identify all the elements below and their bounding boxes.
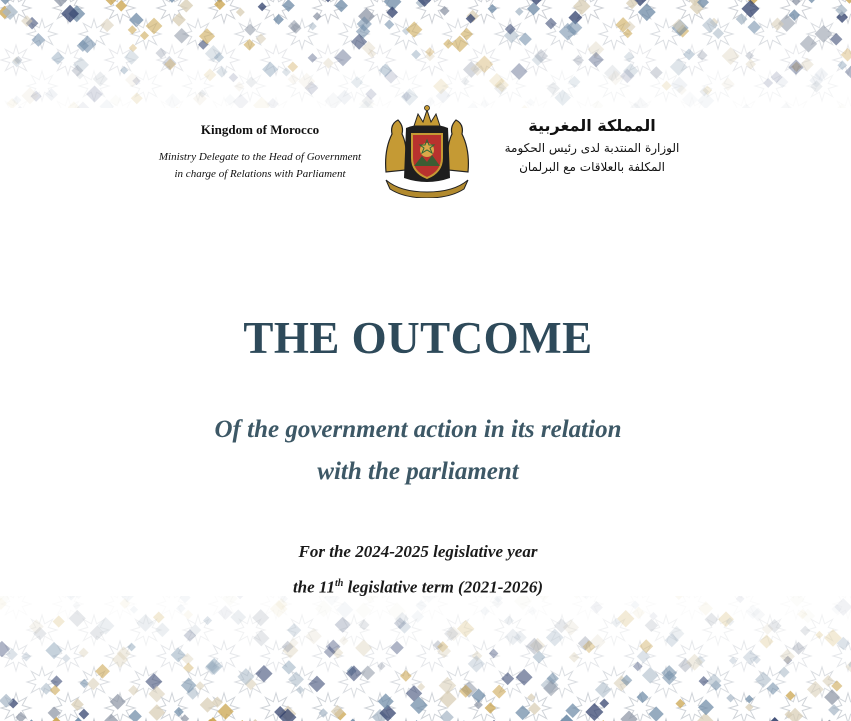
zellige-tile xyxy=(745,59,756,70)
zellige-tile xyxy=(755,671,771,687)
zellige-tile xyxy=(637,650,651,664)
zellige-tile xyxy=(633,661,643,671)
zellige-tile xyxy=(179,0,193,13)
zellige-tile xyxy=(569,652,580,663)
zellige-tile xyxy=(440,6,450,16)
legislative-year: For the 2024-2025 legislative year xyxy=(298,542,538,561)
zellige-tile xyxy=(599,699,609,709)
bottom-zellige-pattern xyxy=(0,596,851,721)
zellige-tile xyxy=(155,623,170,638)
zellige-tile xyxy=(229,73,238,82)
legislative-period xyxy=(0,536,836,604)
document-title: THE OUTCOME xyxy=(243,313,593,363)
zellige-star xyxy=(105,596,135,619)
zellige-tile xyxy=(110,694,126,710)
ministry-name-en-line2: in charge of Relations with Parliament xyxy=(174,168,346,180)
zellige-tile xyxy=(125,73,140,88)
zellige-tile xyxy=(568,76,580,88)
zellige-tile xyxy=(440,710,454,721)
zellige-tile xyxy=(780,649,795,664)
zellige-tile xyxy=(336,601,353,618)
zellige-tile xyxy=(595,682,611,698)
zellige-tile xyxy=(288,74,299,85)
zellige-tile xyxy=(492,685,506,699)
zellige-tile xyxy=(288,671,304,687)
document-subtitle xyxy=(0,409,836,493)
zellige-tile xyxy=(480,606,490,616)
zellige-tile xyxy=(828,704,840,716)
zellige-tile xyxy=(52,0,69,7)
zellige-star xyxy=(417,45,447,75)
zellige-tile xyxy=(62,654,71,663)
zellige-tile xyxy=(360,665,375,680)
zellige-tile xyxy=(95,664,110,679)
zellige-tile xyxy=(45,642,62,659)
moroccan-coat-of-arms-icon xyxy=(380,100,474,198)
zellige-tile xyxy=(675,699,685,709)
zellige-tile xyxy=(53,615,65,627)
top-zellige-pattern xyxy=(0,0,851,108)
zellige-tile xyxy=(45,88,58,101)
zellige-tile xyxy=(639,639,653,653)
zellige-tile xyxy=(787,708,803,721)
zellige-tile xyxy=(183,610,193,620)
zellige-tile xyxy=(792,642,805,655)
zellige-tile xyxy=(335,617,351,633)
zellige-tile xyxy=(779,667,790,678)
subtitle-line-2: with the parliament xyxy=(317,458,519,485)
zellige-tile xyxy=(258,2,267,11)
zellige-tile xyxy=(400,670,412,682)
legislative-term-ordinal: th xyxy=(334,578,344,589)
kingdom-name-en: Kingdom of Morocco xyxy=(200,122,320,137)
zellige-tile xyxy=(384,20,394,30)
zellige-tile xyxy=(516,669,533,686)
zellige-tile xyxy=(741,0,759,18)
zellige-tile xyxy=(805,0,817,3)
zellige-tile xyxy=(411,50,421,60)
zellige-tile xyxy=(195,681,204,690)
zellige-tile xyxy=(638,3,656,21)
zellige-tile xyxy=(790,596,805,607)
zellige-tile xyxy=(51,675,63,687)
zellige-tile xyxy=(155,48,166,59)
zellige-tile xyxy=(670,58,688,76)
zellige-tile xyxy=(649,612,658,621)
zellige-tile xyxy=(585,703,603,721)
zellige-tile xyxy=(79,648,89,658)
zellige-tile xyxy=(146,18,163,35)
zellige-tile xyxy=(358,619,369,630)
zellige-tile xyxy=(306,628,322,644)
letterhead-english xyxy=(140,122,380,183)
zellige-tile xyxy=(203,616,212,625)
zellige-tile xyxy=(140,31,149,40)
zellige-tile xyxy=(355,639,372,656)
zellige-tile xyxy=(406,21,422,37)
zellige-tile xyxy=(468,655,485,672)
zellige-tile xyxy=(40,683,52,695)
zellige-tile xyxy=(324,92,342,108)
zellige-tile xyxy=(165,93,181,108)
zellige-tile xyxy=(554,89,570,105)
zellige-tile xyxy=(699,676,709,686)
zellige-tile xyxy=(174,28,190,44)
zellige-tile xyxy=(763,78,773,88)
zellige-tile xyxy=(726,694,735,703)
zellige-tile xyxy=(480,99,489,108)
zellige-tile xyxy=(351,76,363,88)
zellige-tile xyxy=(180,714,189,721)
legislative-term-prefix: the 11 xyxy=(292,577,335,597)
zellige-tile xyxy=(287,623,301,637)
zellige-tile xyxy=(120,66,128,74)
zellige-tile xyxy=(174,707,184,717)
zellige-tile xyxy=(637,691,649,703)
zellige-tile xyxy=(592,100,603,108)
zellige-tile xyxy=(528,702,541,715)
zellige-tile xyxy=(788,59,804,75)
legislative-term-suffix: legislative term (2021-2026) xyxy=(343,577,544,597)
zellige-tile xyxy=(131,92,143,104)
zellige-tile xyxy=(800,626,810,636)
zellige-tile xyxy=(129,710,142,721)
zellige-tile xyxy=(515,705,530,720)
zellige-tile xyxy=(632,606,645,619)
zellige-tile xyxy=(128,685,139,696)
zellige-tile xyxy=(346,665,362,681)
zellige-tile xyxy=(137,614,155,632)
zellige-tile xyxy=(386,7,398,19)
kingdom-name-ar: المملكة المغربية xyxy=(528,116,656,135)
zellige-tile xyxy=(642,667,659,684)
zellige-tile xyxy=(244,24,256,36)
zellige-tile xyxy=(145,673,162,690)
zellige-tile xyxy=(573,55,584,66)
zellige-tile xyxy=(617,610,634,627)
zellige-tile xyxy=(439,690,457,708)
zellige-tile xyxy=(488,4,497,13)
zellige-tile xyxy=(200,697,215,712)
zellige-tile xyxy=(545,18,557,30)
zellige-tile xyxy=(713,28,725,40)
ministry-name-en-line1: Ministry Delegate to the Head of Government xyxy=(158,151,362,163)
zellige-tile xyxy=(153,611,165,623)
zellige-tile xyxy=(485,702,497,714)
zellige-tile xyxy=(69,610,86,627)
zellige-tile xyxy=(233,94,249,108)
zellige-tile xyxy=(105,0,117,5)
zellige-tile xyxy=(100,18,114,32)
zellige-tile xyxy=(841,48,851,62)
zellige-tile xyxy=(50,685,60,695)
zellige-tile xyxy=(824,689,840,705)
zellige-tile xyxy=(78,35,96,53)
zellige-tile xyxy=(363,596,377,603)
zellige-tile xyxy=(792,0,801,6)
zellige-tile xyxy=(800,35,817,52)
zellige-tile xyxy=(721,77,734,90)
subtitle-line-1: Of the government action in its relation xyxy=(214,416,622,443)
zellige-tile xyxy=(662,81,672,91)
zellige-tile xyxy=(736,13,748,25)
zellige-tile xyxy=(339,636,348,645)
zellige-tile xyxy=(78,709,89,720)
letterhead-arabic xyxy=(472,116,712,177)
ministry-name-ar-line1: الوزارة المنتدبة لدى رئيس الحكومة xyxy=(504,141,680,155)
zellige-tile xyxy=(390,641,404,655)
zellige-tile xyxy=(51,51,64,64)
zellige-tile xyxy=(747,20,761,34)
zellige-tile xyxy=(130,606,138,614)
zellige-tile xyxy=(21,87,38,104)
ministry-name-ar-line2: المكلفة بالعلاقات مع البرلمان xyxy=(519,160,665,174)
